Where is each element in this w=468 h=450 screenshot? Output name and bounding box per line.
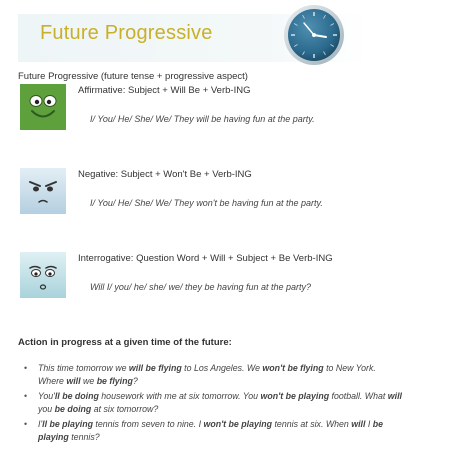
example-list (24, 362, 404, 446)
interrogative-block (18, 252, 458, 312)
section-heading: Action in progress at a given time of the future: (18, 337, 232, 348)
page-title: Future Progressive (40, 22, 213, 44)
affirmative-block (18, 84, 458, 144)
list-item: • This time tomorrow we will be flying to Los Angeles. We won't be flying to New York. Where will we be flying? (24, 362, 404, 387)
angry-face-icon (20, 168, 66, 214)
negative-example: I/ You/ He/ She/ We/ They won't be having fun at the party. (90, 198, 323, 208)
interrogative-rule: Interrogative: Question Word + Will + Subject + Be Verb-ING (78, 253, 333, 264)
happy-face-icon (20, 84, 66, 130)
worried-face-icon (20, 252, 66, 298)
subtitle: Future Progressive (future tense + progressive aspect) (18, 71, 248, 82)
list-item: • You'll be doing housework with me at six tomorrow. You won't be playing football. What will you be doing at six tomorrow? (24, 390, 404, 415)
affirmative-rule: Affirmative: Subject + Will Be + Verb-ING (78, 85, 251, 96)
clock-icon (282, 3, 346, 67)
negative-block (18, 168, 458, 228)
affirmative-example: I/ You/ He/ She/ We/ They will be having fun at the party. (90, 114, 315, 124)
negative-rule: Negative: Subject + Won't Be + Verb-ING (78, 169, 252, 180)
interrogative-example: Will I/ you/ he/ she/ we/ they be having fun at the party? (90, 282, 312, 292)
list-item: • I'll be playing tennis from seven to nine. I won't be playing tennis at six. When will I be playing tennis? (24, 418, 404, 443)
